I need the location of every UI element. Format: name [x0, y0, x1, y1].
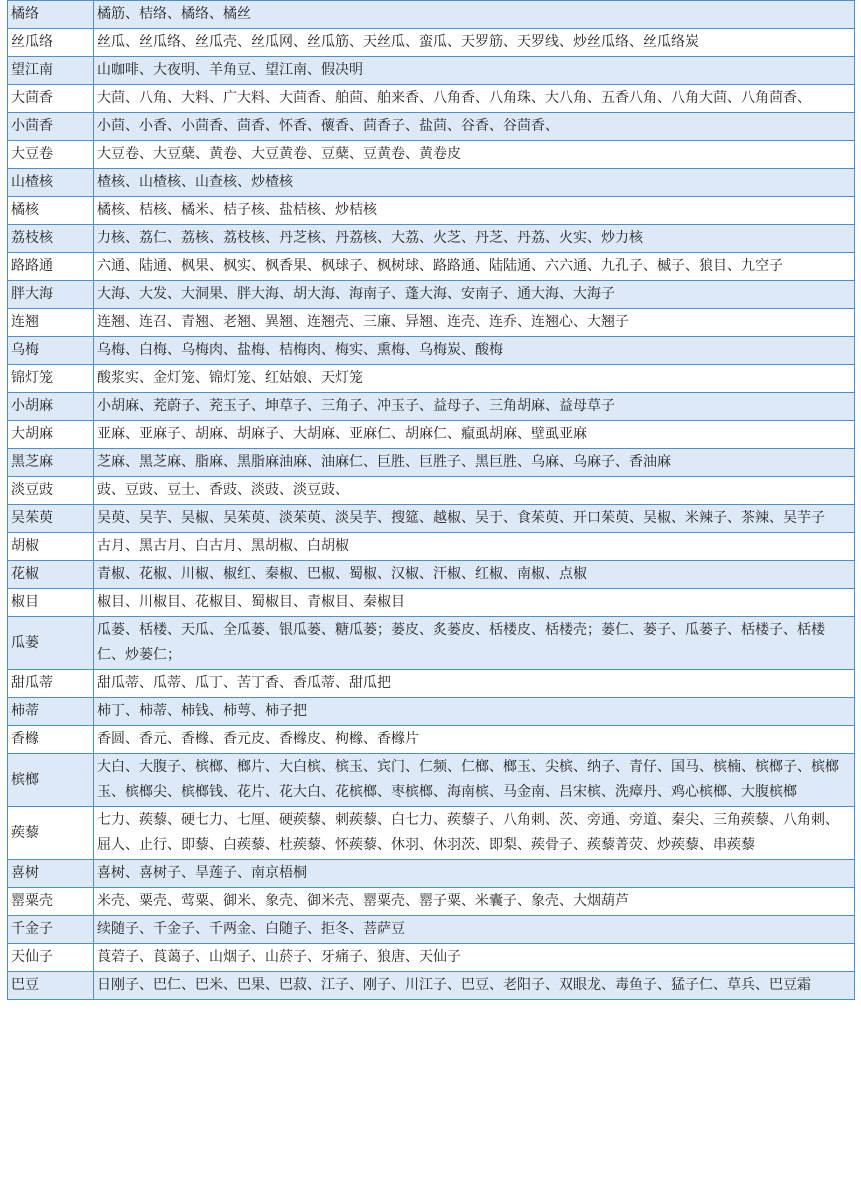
herb-aliases-cell: 米壳、粟壳、莺粟、御米、象壳、御米壳、罂粟壳、罂子粟、米囊子、象壳、大烟葫芦 — [94, 888, 855, 916]
herb-name-cell: 椒目 — [8, 589, 94, 617]
table-row — [8, 113, 855, 141]
herb-name-cell: 大胡麻 — [8, 421, 94, 449]
herb-aliases-cell: 香圆、香元、香橼、香元皮、香橼皮、枸橼、香橼片 — [94, 726, 855, 754]
herb-name-cell: 乌梅 — [8, 337, 94, 365]
herb-aliases-cell: 日刚子、巴仁、巴米、巴果、巴菽、江子、刚子、川江子、巴豆、老阳子、双眼龙、毒鱼子、猛子仁、草兵、巴豆霜 — [94, 972, 855, 1000]
table-row — [8, 281, 855, 309]
herb-name-cell: 大豆卷 — [8, 141, 94, 169]
herb-name-cell: 千金子 — [8, 916, 94, 944]
herb-aliases-cell: 六通、陆通、枫果、枫实、枫香果、枫球子、枫树球、路路通、陆陆通、六六通、九孔子、槭子、狼目、九空子 — [94, 253, 855, 281]
table-row — [8, 698, 855, 726]
herb-aliases-cell: 橘筋、桔络、橘络、橘丝 — [94, 1, 855, 29]
herb-aliases-cell: 甜瓜蒂、瓜蒂、瓜丁、苦丁香、香瓜蒂、甜瓜把 — [94, 670, 855, 698]
herb-aliases-cell: 亚麻、亚麻子、胡麻、胡麻子、大胡麻、亚麻仁、胡麻仁、癙虱胡麻、壁虱亚麻 — [94, 421, 855, 449]
herb-aliases-cell: 七力、蒺藜、硬七力、七厘、硬蒺藜、刺蒺藜、白七力、蒺藜子、八角刺、茨、旁通、旁道、秦尖、三角蒺藜、八角刺、屈人、止行、即藜、白蒺藜、杜蒺藜、怀蒺藜、休羽、休羽茨、即梨、蒺骨子、蒺藜菁荧、炒蒺藜、串蒺藜 — [94, 807, 855, 860]
table-row — [8, 477, 855, 505]
table-row — [8, 505, 855, 533]
herb-aliases-cell: 青椒、花椒、川椒、椒红、秦椒、巴椒、蜀椒、汉椒、汗椒、红椒、南椒、点椒 — [94, 561, 855, 589]
herb-aliases-cell: 连翘、连召、青翘、老翘、異翘、连翘壳、三廉、异翘、连壳、连乔、连翘心、大翘子 — [94, 309, 855, 337]
herb-name-cell: 路路通 — [8, 253, 94, 281]
herb-aliases-cell: 大海、大发、大洞果、胖大海、胡大海、海南子、蓬大海、安南子、通大海、大海子 — [94, 281, 855, 309]
table-row — [8, 944, 855, 972]
herb-aliases-cell: 喜树、喜树子、旱莲子、南京梧桐 — [94, 860, 855, 888]
herb-name-cell: 锦灯笼 — [8, 365, 94, 393]
herb-name-cell: 吴茱萸 — [8, 505, 94, 533]
herb-name-cell: 香橼 — [8, 726, 94, 754]
table-row — [8, 225, 855, 253]
herb-aliases-cell: 橘核、桔核、橘米、桔子核、盐桔核、炒桔核 — [94, 197, 855, 225]
herb-name-cell: 巴豆 — [8, 972, 94, 1000]
table-row — [8, 860, 855, 888]
table-row — [8, 754, 855, 807]
herb-name-cell: 瓜蒌 — [8, 617, 94, 670]
herb-name-cell: 山楂核 — [8, 169, 94, 197]
table-row — [8, 169, 855, 197]
herb-aliases-cell: 楂核、山楂核、山查核、炒楂核 — [94, 169, 855, 197]
table-row — [8, 85, 855, 113]
herb-name-cell: 小茴香 — [8, 113, 94, 141]
herb-name-cell: 甜瓜蒂 — [8, 670, 94, 698]
herb-name-cell: 黑芝麻 — [8, 449, 94, 477]
table-row — [8, 807, 855, 860]
herb-name-cell: 小胡麻 — [8, 393, 94, 421]
herb-aliases-cell: 丝瓜、丝瓜络、丝瓜壳、丝瓜网、丝瓜筋、天丝瓜、蛮瓜、天罗筋、天罗线、炒丝瓜络、丝瓜络炭 — [94, 29, 855, 57]
herb-aliases-cell: 古月、黑古月、白古月、黑胡椒、白胡椒 — [94, 533, 855, 561]
table-row — [8, 421, 855, 449]
herb-aliases-cell: 豉、豆豉、豆士、香豉、淡豉、淡豆豉、 — [94, 477, 855, 505]
herb-name-cell: 胡椒 — [8, 533, 94, 561]
table-row — [8, 141, 855, 169]
herb-aliases-cell: 椒目、川椒目、花椒目、蜀椒目、青椒目、秦椒目 — [94, 589, 855, 617]
table-row — [8, 589, 855, 617]
herb-name-cell: 橘核 — [8, 197, 94, 225]
herb-aliases-cell: 芝麻、黑芝麻、脂麻、黑脂麻油麻、油麻仁、巨胜、巨胜子、黑巨胜、乌麻、乌麻子、香油麻 — [94, 449, 855, 477]
table-row — [8, 29, 855, 57]
table-row — [8, 888, 855, 916]
herb-alias-table — [7, 0, 855, 1000]
herb-name-cell: 蒺藜 — [8, 807, 94, 860]
table-row — [8, 670, 855, 698]
herb-name-cell: 胖大海 — [8, 281, 94, 309]
herb-aliases-cell: 力核、荔仁、荔核、荔枝核、丹芝核、丹荔核、大荔、火芝、丹芝、丹荔、火实、炒力核 — [94, 225, 855, 253]
herb-name-cell: 天仙子 — [8, 944, 94, 972]
herb-name-cell: 望江南 — [8, 57, 94, 85]
table-row — [8, 197, 855, 225]
table-row — [8, 365, 855, 393]
herb-aliases-cell: 大豆卷、大豆蘖、黄卷、大豆黄卷、豆蘖、豆黄卷、黄卷皮 — [94, 141, 855, 169]
herb-aliases-cell: 乌梅、白梅、乌梅肉、盐梅、桔梅肉、梅实、熏梅、乌梅炭、酸梅 — [94, 337, 855, 365]
herb-aliases-cell: 柿丁、柿蒂、柿钱、柿萼、柿子把 — [94, 698, 855, 726]
herb-name-cell: 罂粟壳 — [8, 888, 94, 916]
herb-name-cell: 柿蒂 — [8, 698, 94, 726]
herb-aliases-cell: 吴萸、吴芋、吴椒、吴茱萸、淡茱萸、淡吴芋、搜筵、越椒、吴于、食茱萸、开口茱萸、吴椒、米辣子、茶辣、吴芋子 — [94, 505, 855, 533]
herb-aliases-cell: 山咖啡、大夜明、羊角豆、望江南、假决明 — [94, 57, 855, 85]
herb-aliases-cell: 瓜蒌、栝楼、天瓜、全瓜蒌、银瓜蒌、糖瓜蒌；蒌皮、炙蒌皮、栝楼皮、栝楼壳；蒌仁、蒌子、瓜蒌子、栝楼子、栝楼仁、炒蒌仁； — [94, 617, 855, 670]
herb-aliases-cell: 大茴、八角、大料、广大料、大茴香、舶茴、舶来香、八角香、八角珠、大八角、五香八角、八角大茴、八角茴香、 — [94, 85, 855, 113]
herb-name-cell: 丝瓜络 — [8, 29, 94, 57]
herb-aliases-cell: 小茴、小香、小茴香、茴香、怀香、蘹香、茴香子、盐茴、谷香、谷茴香、 — [94, 113, 855, 141]
herb-aliases-cell: 莨菪子、莨蔼子、山烟子、山菸子、牙痛子、狼唐、天仙子 — [94, 944, 855, 972]
herb-aliases-cell: 大白、大腹子、槟榔、榔片、大白槟、槟玉、宾门、仁频、仁榔、榔玉、尖槟、纳子、青仔、国马、槟楠、槟榔子、槟榔玉、槟榔尖、槟榔钱、花片、花大白、花槟榔、枣槟榔、海南槟、马金南、吕宋槟、洗瘴丹、鸡心槟榔、大腹槟榔 — [94, 754, 855, 807]
table-row — [8, 617, 855, 670]
table-row — [8, 916, 855, 944]
table-row — [8, 726, 855, 754]
herb-aliases-cell: 酸浆实、金灯笼、锦灯笼、红姑娘、天灯笼 — [94, 365, 855, 393]
table-row — [8, 449, 855, 477]
herb-name-cell: 喜树 — [8, 860, 94, 888]
table-row — [8, 309, 855, 337]
table-body — [8, 1, 855, 1000]
herb-name-cell: 荔枝核 — [8, 225, 94, 253]
herb-name-cell: 花椒 — [8, 561, 94, 589]
herb-name-cell: 淡豆豉 — [8, 477, 94, 505]
herb-name-cell: 连翘 — [8, 309, 94, 337]
table-row — [8, 253, 855, 281]
herb-name-cell: 大茴香 — [8, 85, 94, 113]
herb-aliases-cell: 小胡麻、茺蔚子、茺玉子、坤草子、三角子、冲玉子、益母子、三角胡麻、益母草子 — [94, 393, 855, 421]
table-row — [8, 972, 855, 1000]
herb-name-cell: 橘络 — [8, 1, 94, 29]
table-row — [8, 1, 855, 29]
table-row — [8, 337, 855, 365]
table-row — [8, 561, 855, 589]
table-row — [8, 393, 855, 421]
herb-aliases-cell: 续随子、千金子、千两金、白随子、拒冬、菩萨豆 — [94, 916, 855, 944]
herb-name-cell: 槟榔 — [8, 754, 94, 807]
table-row — [8, 533, 855, 561]
table-row — [8, 57, 855, 85]
